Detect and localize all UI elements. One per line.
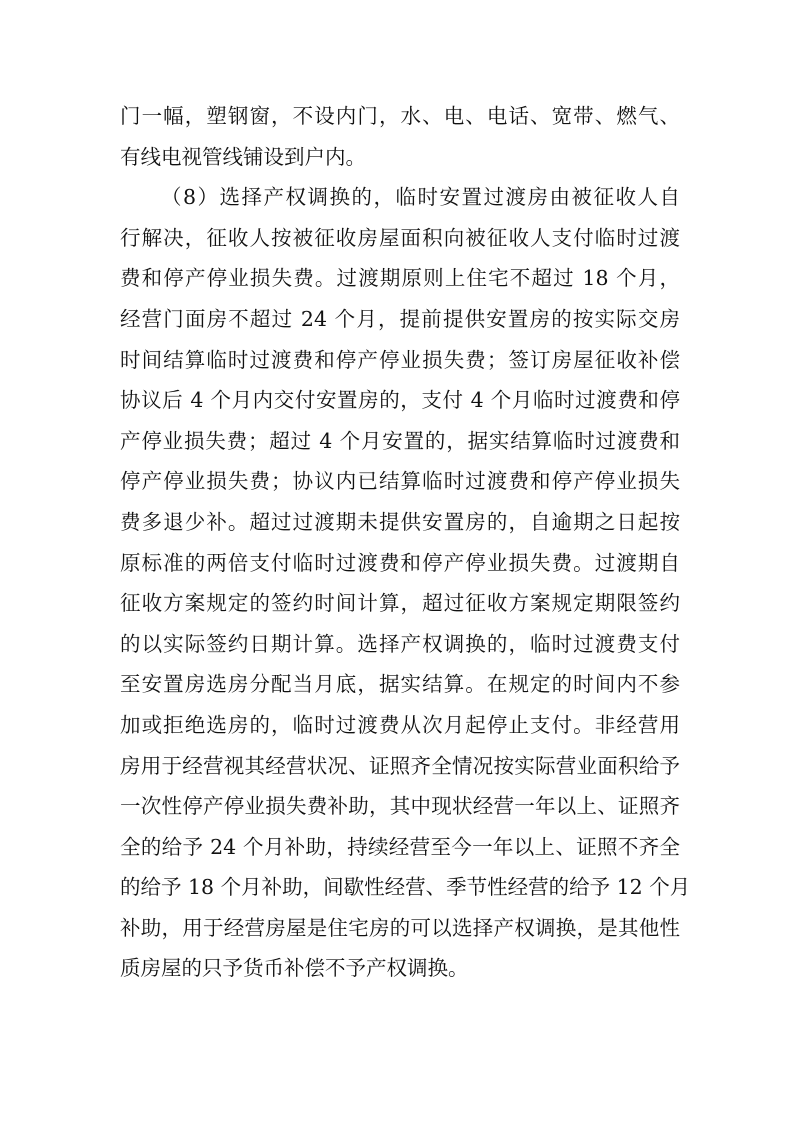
paragraph-line: 的以实际签约日期计算。选择产权调换的，临时过渡费支付 — [120, 631, 680, 656]
paragraph-line: 门一幅，塑钢窗，不设内门，水、电、电话、宽带、燃气、 — [120, 104, 680, 128]
paragraph-line: 时间结算临时过渡费和停产停业损失费；签订房屋征收补偿 — [120, 347, 680, 372]
paragraph-line: 一次性停产停业损失费补助，其中现状经营一年以上、证照齐 — [120, 794, 680, 819]
paragraph-line: 的给予 18 个月补助，间歇性经营、季节性经营的给予 12 个月 — [120, 875, 691, 900]
paragraph-line: 加或拒绝选房的，临时过渡费从次月起停止支付。非经营用 — [120, 712, 680, 737]
paragraph-line: 补助，用于经营房屋是住宅房的可以选择产权调换，是其他性 — [120, 915, 680, 940]
paragraph-line: 原标准的两倍支付临时过渡费和停产停业损失费。过渡期自 — [120, 550, 680, 575]
paragraph-line: 全的给予 24 个月补助，持续经营至今一年以上、证照不齐全 — [120, 834, 680, 859]
paragraph-line: 质房屋的只予货币补偿不予产权调换。 — [120, 956, 469, 981]
paragraph-line: （8）选择产权调换的，临时安置过渡房由被征收人自 — [161, 185, 680, 210]
paragraph-line: 房用于经营视其经营状况、证照齐全情况按实际营业面积给予 — [120, 753, 680, 778]
paragraph-line: 有线电视管线铺设到户内。 — [120, 144, 366, 169]
paragraph-line: 产停业损失费；超过 4 个月安置的，据实结算临时过渡费和 — [120, 428, 680, 453]
paragraph-line: 经营门面房不超过 24 个月，提前提供安置房的按实际交房 — [120, 306, 680, 331]
paragraph-line: 费多退少补。超过过渡期未提供安置房的，自逾期之日起按 — [120, 509, 680, 534]
paragraph-line: 征收方案规定的签约时间计算，超过征收方案规定期限签约 — [120, 591, 680, 616]
paragraph-line: 停产停业损失费；协议内已结算临时过渡费和停产停业损失 — [120, 469, 680, 494]
paragraph-line: 费和停产停业损失费。过渡期原则上住宅不超过 18 个月， — [120, 266, 680, 291]
paragraph-line: 协议后 4 个月内交付安置房的，支付 4 个月临时过渡费和停 — [120, 388, 680, 413]
paragraph-line: 行解决，征收人按被征收房屋面积向被征收人支付临时过渡 — [120, 225, 680, 250]
paragraph-line: 至安置房选房分配当月底，据实结算。在规定的时间内不参 — [120, 672, 680, 697]
document-body — [120, 96, 691, 989]
